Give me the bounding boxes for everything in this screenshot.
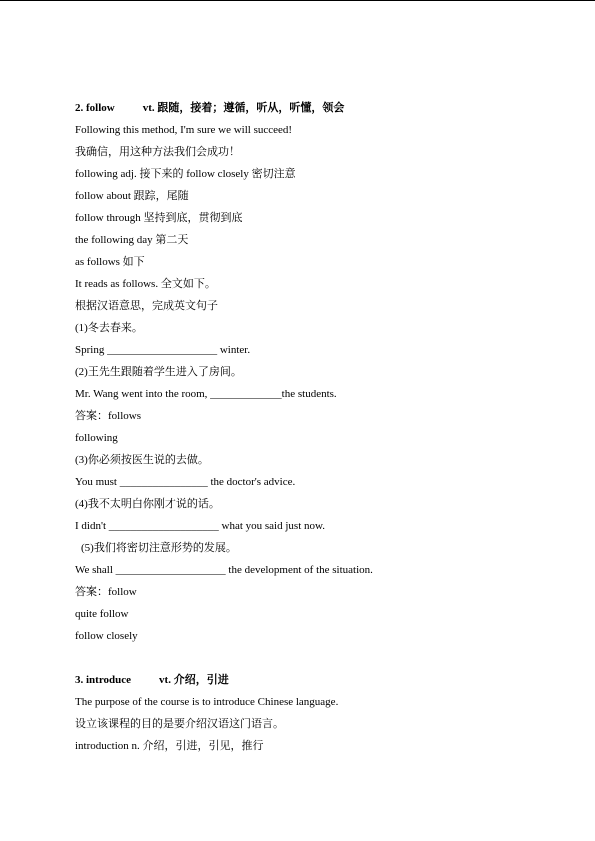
exercise-4-prompt: (4)我不太明白你刚才说的话。 [75, 498, 220, 510]
exercise-2-prompt: (2)王先生跟随着学生进入了房间。 [75, 366, 242, 378]
document-page [75, 100, 555, 760]
example-sentence-zh: 设立该课程的目的是要介绍汉语这门语言。 [75, 718, 284, 730]
section-3-heading [75, 672, 555, 694]
answer-label-2: 答案：follow [75, 586, 137, 598]
phrase-follow-about: follow about 跟踪，尾随 [75, 190, 189, 202]
section-2-heading [75, 100, 555, 122]
example-sentence-zh: 我确信，用这种方法我们会成功！ [75, 146, 240, 158]
top-border-line [0, 0, 595, 1]
exercise-1-prompt: (1)冬去春来。 [75, 322, 143, 334]
phrase-following-adj: following adj. 接下来的 follow closely 密切注意 [75, 168, 296, 180]
section-spacer [75, 650, 555, 672]
exercise-5-prompt: (5)我们将密切注意形势的发展。 [81, 542, 237, 554]
exercise-1-blank: Spring ____________________ winter. [75, 344, 251, 356]
phrase-reads-as-follows: It reads as follows. 全文如下。 [75, 278, 216, 290]
section-2-definition: vt. 跟随，接着；遵循，听从，听懂，领会 [142, 102, 345, 114]
answer-label-1: 答案：follows [75, 410, 141, 422]
section-2-word: 2. follow [75, 102, 115, 114]
answer-line: quite follow [75, 608, 129, 620]
exercise-instruction: 根据汉语意思，完成英文句子 [75, 300, 218, 312]
phrase-introduction-noun: introduction n. 介绍，引进，引见，推行 [75, 740, 264, 752]
exercise-5-blank: We shall ____________________ the development of the situation. [75, 564, 373, 576]
section-3-definition: vt. 介绍，引进 [159, 674, 229, 686]
example-sentence-en: Following this method, I'm sure we will succeed! [75, 124, 293, 136]
answer-line: following [75, 432, 118, 444]
exercise-3-prompt: (3)你必须按医生说的去做。 [75, 454, 209, 466]
answer-line: follow closely [75, 630, 138, 642]
phrase-following-day: the following day 第二天 [75, 234, 189, 246]
exercise-4-blank: I didn't ____________________ what you said just now. [75, 520, 325, 532]
example-sentence-en: The purpose of the course is to introduce Chinese language. [75, 696, 339, 708]
phrase-as-follows: as follows 如下 [75, 256, 145, 268]
section-3-word: 3. introduce [75, 674, 132, 686]
exercise-3-blank: You must ________________ the doctor's advice. [75, 476, 296, 488]
phrase-follow-through: follow through 坚持到底，贯彻到底 [75, 212, 243, 224]
exercise-2-blank: Mr. Wang went into the room, _____________the students. [75, 388, 337, 400]
